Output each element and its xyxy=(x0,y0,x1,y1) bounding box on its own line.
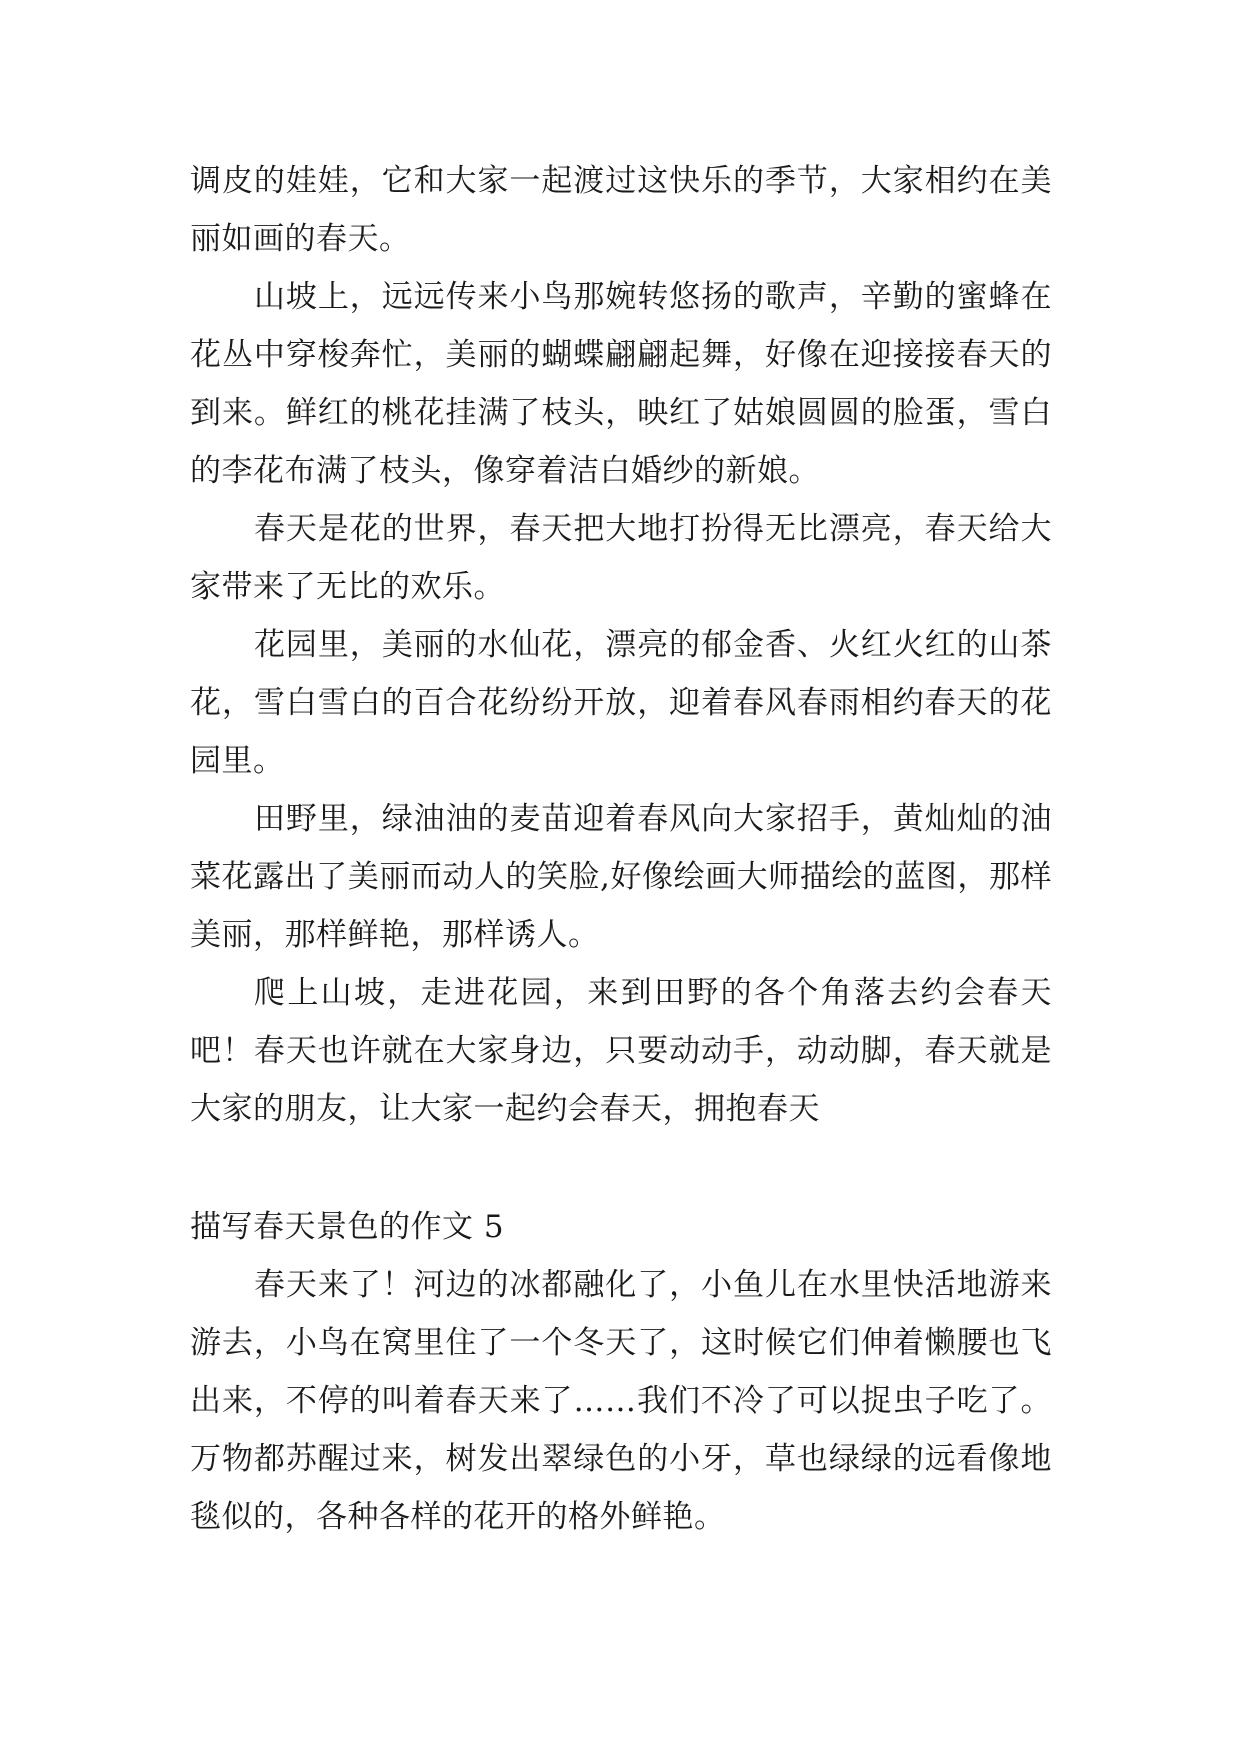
section-title: 描写春天景色的作文 5 xyxy=(190,1209,505,1245)
paragraph-5: 田野里，绿油油的麦苗迎着春风向大家招手，黄灿灿的油菜花露出了美丽而动人的笑脸,好像绘画大师描绘的蓝图，那样美丽，那样鲜艳，那样诱人。 xyxy=(190,801,1052,953)
paragraph-3: 春天是花的世界，春天把大地打扮得无比漂亮，春天给大家带来了无比的欢乐。 xyxy=(190,511,1052,605)
paragraph-1: 调皮的娃娃，它和大家一起渡过这快乐的季节，大家相约在美丽如画的春天。 xyxy=(190,163,1052,257)
document-body xyxy=(190,152,1052,1546)
paragraph-7: 春天来了！河边的冰都融化了，小鱼儿在水里快活地游来游去，小鸟在窝里住了一个冬天了，这时候它们伸着懒腰也飞出来，不停的叫着春天来了……我们不冷了可以捉虫子吃了。万物都苏醒过来，树发出翠绿色的小牙，草也绿绿的远看像地毯似的，各种各样的花开的格外鲜艳。 xyxy=(190,1267,1052,1535)
paragraph-2: 山坡上，远远传来小鸟那婉转悠扬的歌声，辛勤的蜜蜂在花丛中穿梭奔忙，美丽的蝴蝶翩翩起舞，好像在迎接接春天的到来。鲜红的桃花挂满了枝头，映红了姑娘圆圆的脸蛋，雪白的李花布满了枝头，像穿着洁白婚纱的新娘。 xyxy=(190,279,1052,489)
paragraph-6: 爬上山坡，走进花园，来到田野的各个角落去约会春天吧！春天也许就在大家身边，只要动动手，动动脚，春天就是大家的朋友，让大家一起约会春天，拥抱春天 xyxy=(190,975,1052,1127)
paragraph-4: 花园里，美丽的水仙花，漂亮的郁金香、火红火红的山茶花，雪白雪白的百合花纷纷开放，迎着春风春雨相约春天的花园里。 xyxy=(190,627,1052,779)
